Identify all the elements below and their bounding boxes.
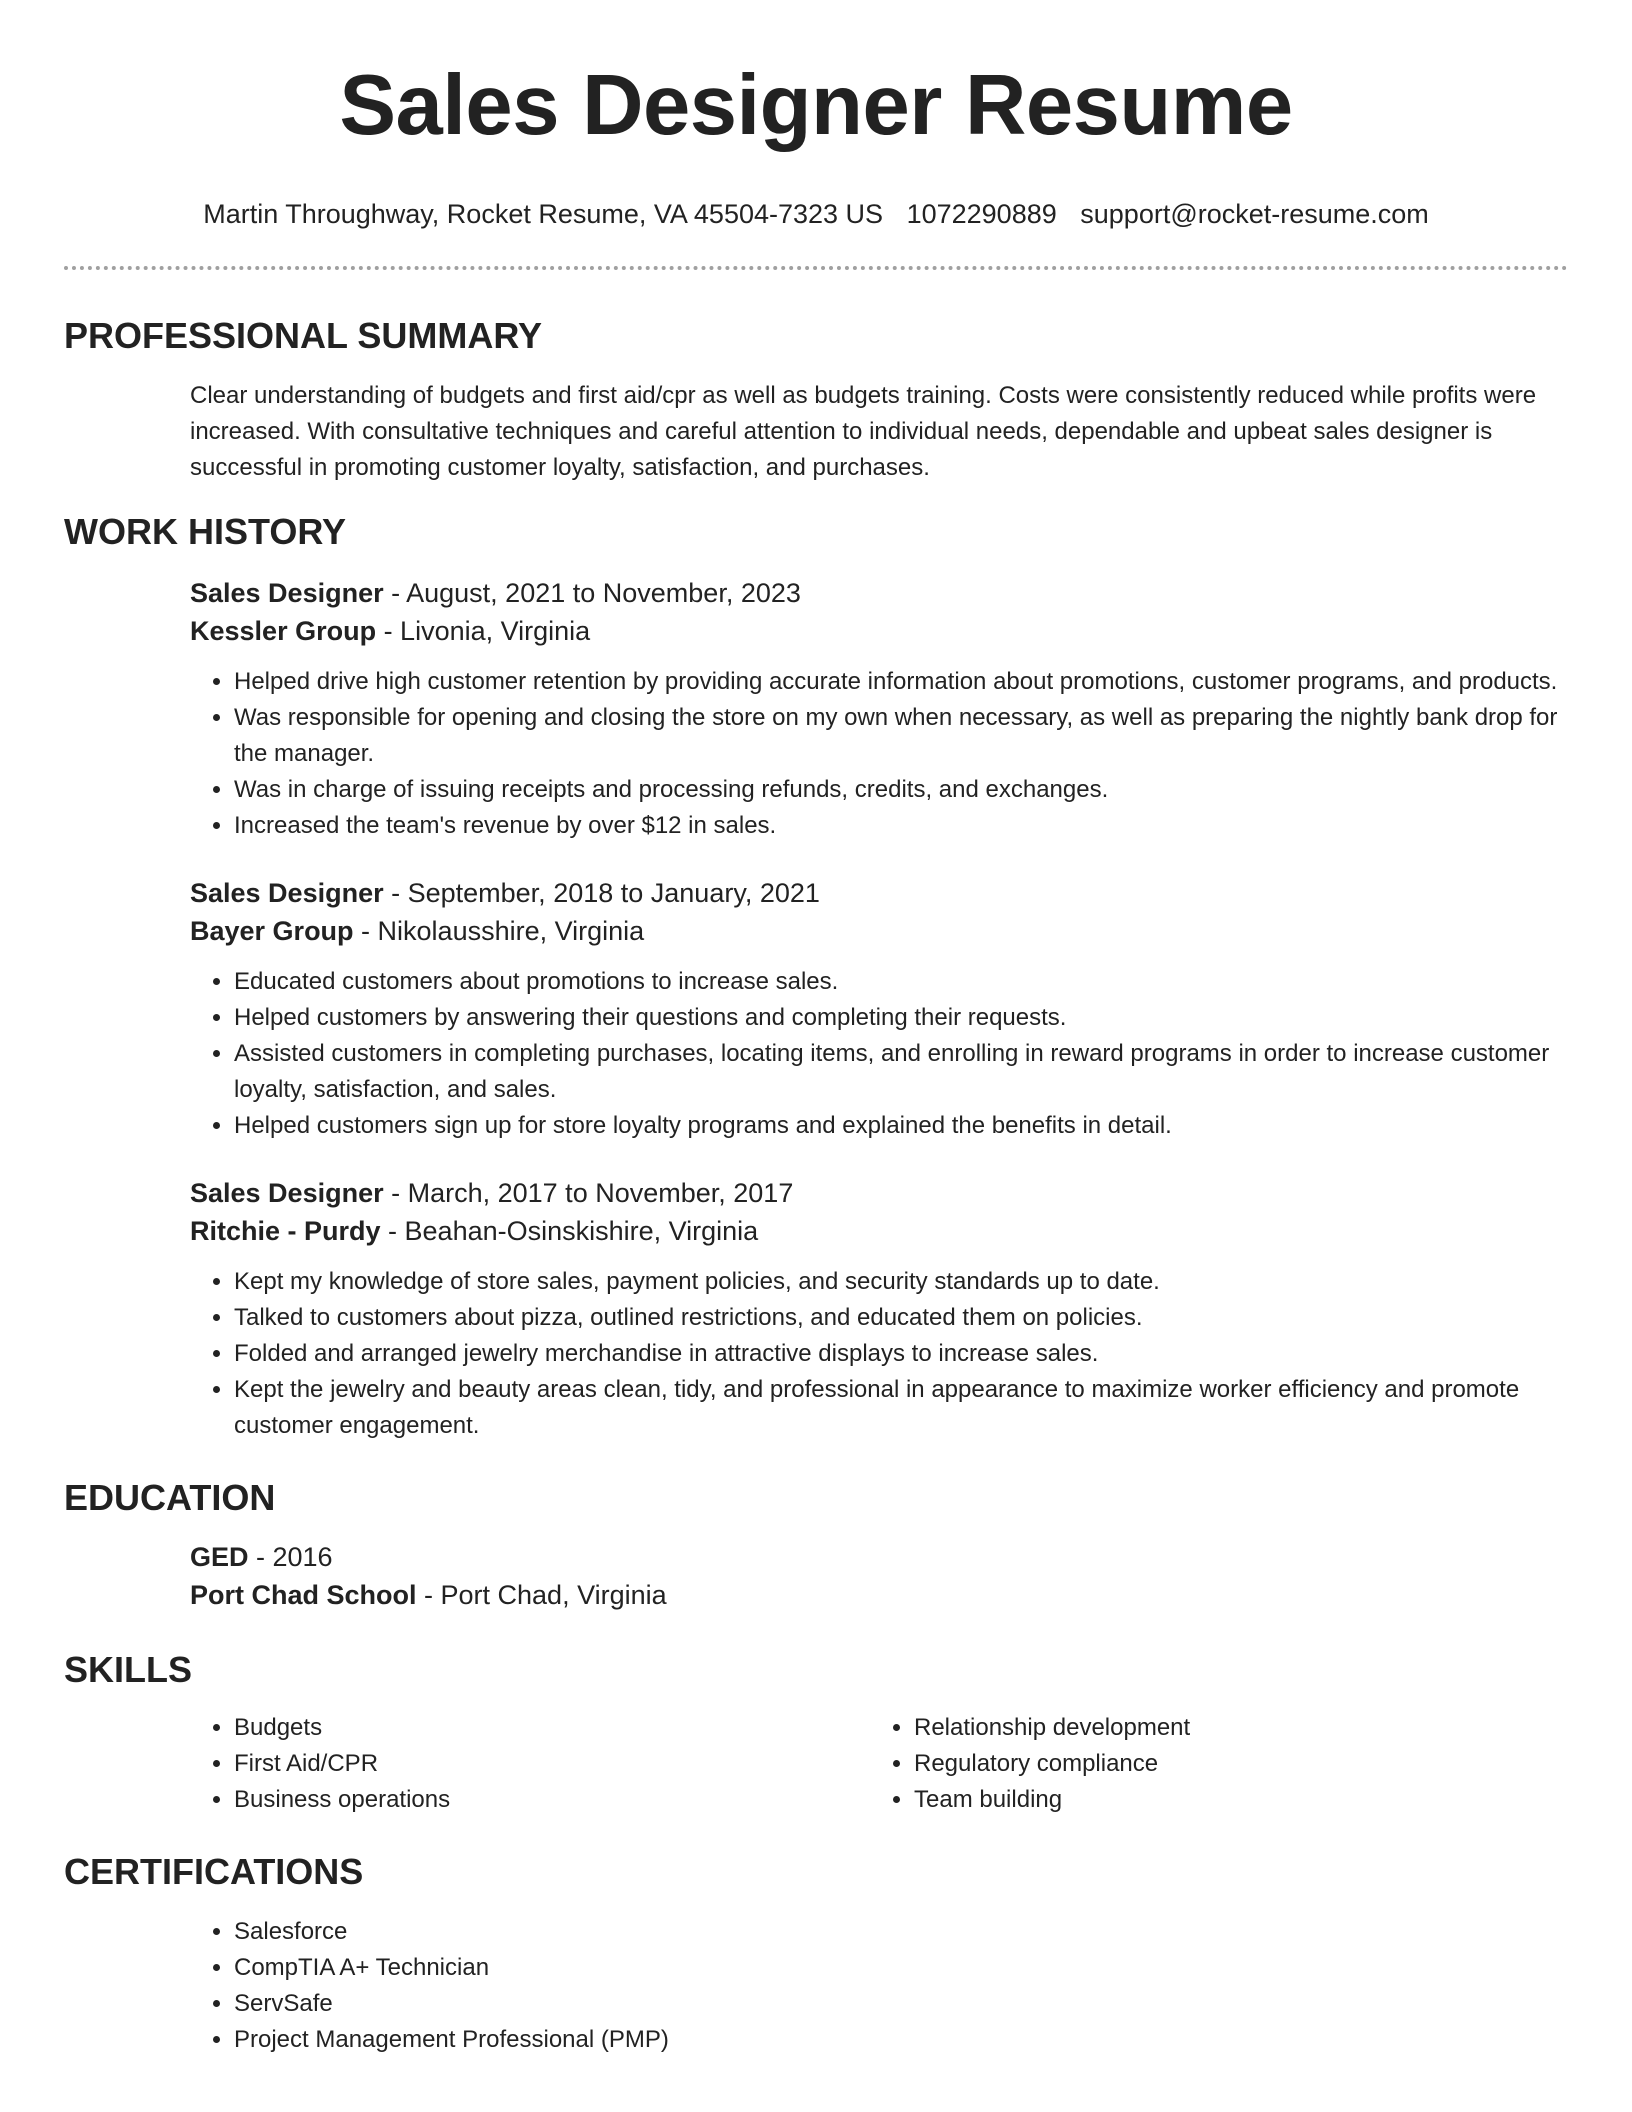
job-bullets bbox=[234, 1264, 1568, 1444]
job-dates: - March, 2017 to November, 2017 bbox=[383, 1178, 794, 1208]
job-bullet: • Was responsible for opening and closing the store on my own when necessary, as well as preparing the nightly bank drop for the manager. bbox=[234, 700, 1568, 772]
skill-item: • Relationship development bbox=[914, 1710, 1190, 1746]
skills-heading: SKILLS bbox=[64, 1649, 193, 1690]
job-bullet: • Folded and arranged jewelry merchandise in attractive displays to increase sales. bbox=[234, 1336, 1568, 1372]
job-location: - Livonia, Virginia bbox=[376, 616, 591, 646]
job-title-line bbox=[190, 574, 1568, 612]
contact-address: Martin Throughway, Rocket Resume, VA 45504-7323 US bbox=[203, 199, 884, 229]
job-title: Sales Designer bbox=[190, 1178, 384, 1208]
skill-item: • Regulatory compliance bbox=[914, 1746, 1190, 1782]
certification-item: • CompTIA A+ Technician bbox=[234, 1950, 1568, 1986]
skill-item: • Team building bbox=[914, 1782, 1190, 1818]
job-dates: - August, 2021 to November, 2023 bbox=[383, 578, 801, 608]
education-entry bbox=[190, 1538, 1568, 1614]
school-line bbox=[190, 1576, 1568, 1614]
degree-year: - 2016 bbox=[248, 1542, 333, 1572]
skills-column bbox=[914, 1710, 1190, 1818]
job-bullet: • Helped customers by answering their questions and completing their requests. bbox=[234, 1000, 1568, 1036]
job-entry bbox=[190, 1174, 1568, 1250]
job-title: Sales Designer bbox=[190, 578, 384, 608]
contact-phone: 1072290889 bbox=[906, 199, 1057, 229]
job-bullets bbox=[234, 964, 1568, 1144]
skill-item: • Business operations bbox=[234, 1782, 914, 1818]
skill-item: • Budgets bbox=[234, 1710, 914, 1746]
job-company-line bbox=[190, 912, 1568, 950]
certification-item: • ServSafe bbox=[234, 1986, 1568, 2022]
work-history-heading: WORK HISTORY bbox=[64, 511, 347, 552]
job-bullet: • Kept the jewelry and beauty areas clean, tidy, and professional in appearance to maximize worker efficiency and promote customer engagement. bbox=[234, 1372, 1568, 1444]
summary-heading: PROFESSIONAL SUMMARY bbox=[64, 315, 543, 356]
job-bullets bbox=[234, 664, 1568, 844]
skill-item: • First Aid/CPR bbox=[234, 1746, 914, 1782]
contact-line bbox=[64, 196, 1568, 232]
job-title-line bbox=[190, 874, 1568, 912]
degree: GED bbox=[190, 1542, 249, 1572]
job-company: Kessler Group bbox=[190, 616, 377, 646]
job-title: Sales Designer bbox=[190, 878, 384, 908]
job-company-line bbox=[190, 612, 1568, 650]
job-dates: - September, 2018 to January, 2021 bbox=[383, 878, 820, 908]
certification-item: • Project Management Professional (PMP) bbox=[234, 2022, 1568, 2058]
job-bullet: • Assisted customers in completing purchases, locating items, and enrolling in reward programs in order to increase customer loyalty, satisfaction, and sales. bbox=[234, 1036, 1568, 1108]
job-entry bbox=[190, 874, 1568, 950]
job-bullet: • Talked to customers about pizza, outlined restrictions, and educated them on policies. bbox=[234, 1300, 1568, 1336]
resume-title: Sales Designer Resume bbox=[339, 58, 1293, 153]
job-bullet: • Was in charge of issuing receipts and processing refunds, credits, and exchanges. bbox=[234, 772, 1568, 808]
header-divider bbox=[64, 266, 1568, 270]
job-bullet: • Helped customers sign up for store loyalty programs and explained the benefits in detail. bbox=[234, 1108, 1568, 1144]
certifications-heading: CERTIFICATIONS bbox=[64, 1851, 364, 1892]
job-bullet: • Educated customers about promotions to increase sales. bbox=[234, 964, 1568, 1000]
certifications-list bbox=[234, 1914, 1568, 2058]
job-company-line bbox=[190, 1212, 1568, 1250]
education-heading: EDUCATION bbox=[64, 1477, 276, 1518]
degree-line bbox=[190, 1538, 1568, 1576]
summary-text: Clear understanding of budgets and first aid/cpr as well as budgets training. Costs were consistently reduced while profits were increased. With consultative techniques and careful attention to individual needs, dependable and upbeat sales designer is successful in promoting customer loyalty, satisfaction, and purchases. bbox=[190, 382, 1537, 481]
job-entry bbox=[190, 574, 1568, 650]
job-location: - Nikolausshire, Virginia bbox=[353, 916, 645, 946]
job-location: - Beahan-Osinskishire, Virginia bbox=[380, 1216, 759, 1246]
job-company: Ritchie - Purdy bbox=[190, 1216, 381, 1246]
job-bullet: • Increased the team's revenue by over $12 in sales. bbox=[234, 808, 1568, 844]
job-bullet: • Kept my knowledge of store sales, payment policies, and security standards up to date. bbox=[234, 1264, 1568, 1300]
job-company: Bayer Group bbox=[190, 916, 354, 946]
school-location: - Port Chad, Virginia bbox=[416, 1580, 667, 1610]
certification-item: • Salesforce bbox=[234, 1914, 1568, 1950]
skills-list bbox=[234, 1710, 1568, 1818]
contact-email: support@rocket-resume.com bbox=[1080, 199, 1429, 229]
school-name: Port Chad School bbox=[190, 1580, 417, 1610]
job-title-line bbox=[190, 1174, 1568, 1212]
job-bullet: • Helped drive high customer retention by providing accurate information about promotions, customer programs, and products. bbox=[234, 664, 1568, 700]
skills-column bbox=[234, 1710, 914, 1818]
